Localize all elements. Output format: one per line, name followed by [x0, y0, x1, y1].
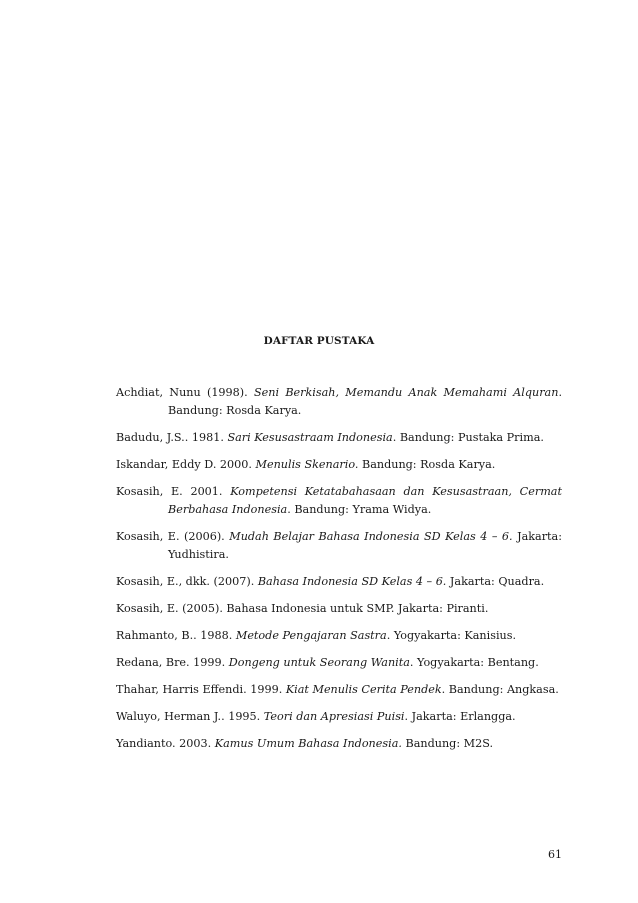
reference-item [116, 528, 562, 564]
reference-publisher: . Bandung: Pustaka Prima. [392, 431, 544, 444]
reference-list [116, 384, 562, 762]
reference-publisher: Bandung: Rosda Karya. [358, 458, 496, 471]
page-title: DAFTAR PUSTAKA [263, 335, 375, 347]
reference-title: Teori dan Apresiasi Puisi [263, 710, 405, 723]
reference-item [116, 627, 562, 645]
reference-title: Metode Pengajaran Sastra [235, 629, 387, 642]
reference-author-year: Redana, Bre. 1999. [116, 656, 229, 669]
reference-item [116, 429, 562, 447]
page-number: 61 [548, 848, 562, 861]
reference-author-year: Waluyo, Herman J.. 1995. [116, 710, 264, 723]
reference-publisher: Jakarta: Yudhistira. [168, 530, 562, 561]
reference-item [116, 384, 562, 420]
reference-author-year: Achdiat, Nunu (1998). [116, 386, 254, 399]
reference-item [116, 654, 562, 672]
reference-publisher: . Yogyakarta: Bentang. [409, 656, 539, 669]
reference-author-year: Iskandar, Eddy D. 2000. [116, 458, 256, 471]
reference-item [116, 483, 562, 519]
reference-author-year: Kosasih, E., dkk. (2007). [116, 575, 258, 588]
reference-title: Mudah Belajar Bahasa Indonesia SD Kelas 4 – 6. [229, 530, 513, 543]
reference-author-year: Kosasih, E. 2001. [116, 485, 231, 498]
reference-publisher: . Yogyakarta: Kanisius. [386, 629, 517, 642]
reference-publisher: Jakarta: Quadra. [446, 575, 545, 588]
reference-item [116, 573, 562, 591]
reference-title: Kamus Umum Bahasa Indonesia. [214, 737, 402, 750]
reference-title: Dongeng untuk Seorang Wanita [228, 656, 410, 669]
reference-item [116, 600, 562, 618]
reference-item [116, 708, 562, 726]
reference-author-year: Kosasih, E. (2006). [116, 530, 230, 543]
reference-title: Sari Kesusastraam Indonesia [227, 431, 393, 444]
reference-publisher: . Bandung: Yrama Widya. [287, 503, 432, 516]
reference-author-year: Kosasih, E. (2005). Bahasa Indonesia untuk SMP. Jakarta: Piranti. [116, 602, 489, 615]
reference-publisher: . Bandung: Angkasa. [441, 683, 559, 696]
reference-item [116, 681, 562, 699]
reference-publisher: . Bandung: Rosda Karya. [168, 386, 562, 417]
reference-item [116, 735, 562, 753]
reference-title: Menulis Skenario. [255, 458, 359, 471]
reference-title: Kiat Menulis Cerita Pendek [285, 683, 442, 696]
reference-publisher: Bandung: M2S. [401, 737, 494, 750]
reference-title: Seni Berkisah, Memandu Anak Memahami Alquran [253, 386, 559, 399]
reference-publisher: . Jakarta: Erlangga. [404, 710, 516, 723]
reference-author-year: Rahmanto, B.. 1988. [116, 629, 236, 642]
reference-title: Bahasa Indonesia SD Kelas 4 – 6. [257, 575, 447, 588]
reference-author-year: Thahar, Harris Effendi. 1999. [116, 683, 286, 696]
reference-item [116, 456, 562, 474]
reference-title: Kompetensi Ketatabahasaan dan Kesusastraan, Cermat Berbahasa Indonesia [168, 485, 562, 516]
reference-author-year: Badudu, J.S.. 1981. [116, 431, 228, 444]
reference-author-year: Yandianto. 2003. [116, 737, 215, 750]
